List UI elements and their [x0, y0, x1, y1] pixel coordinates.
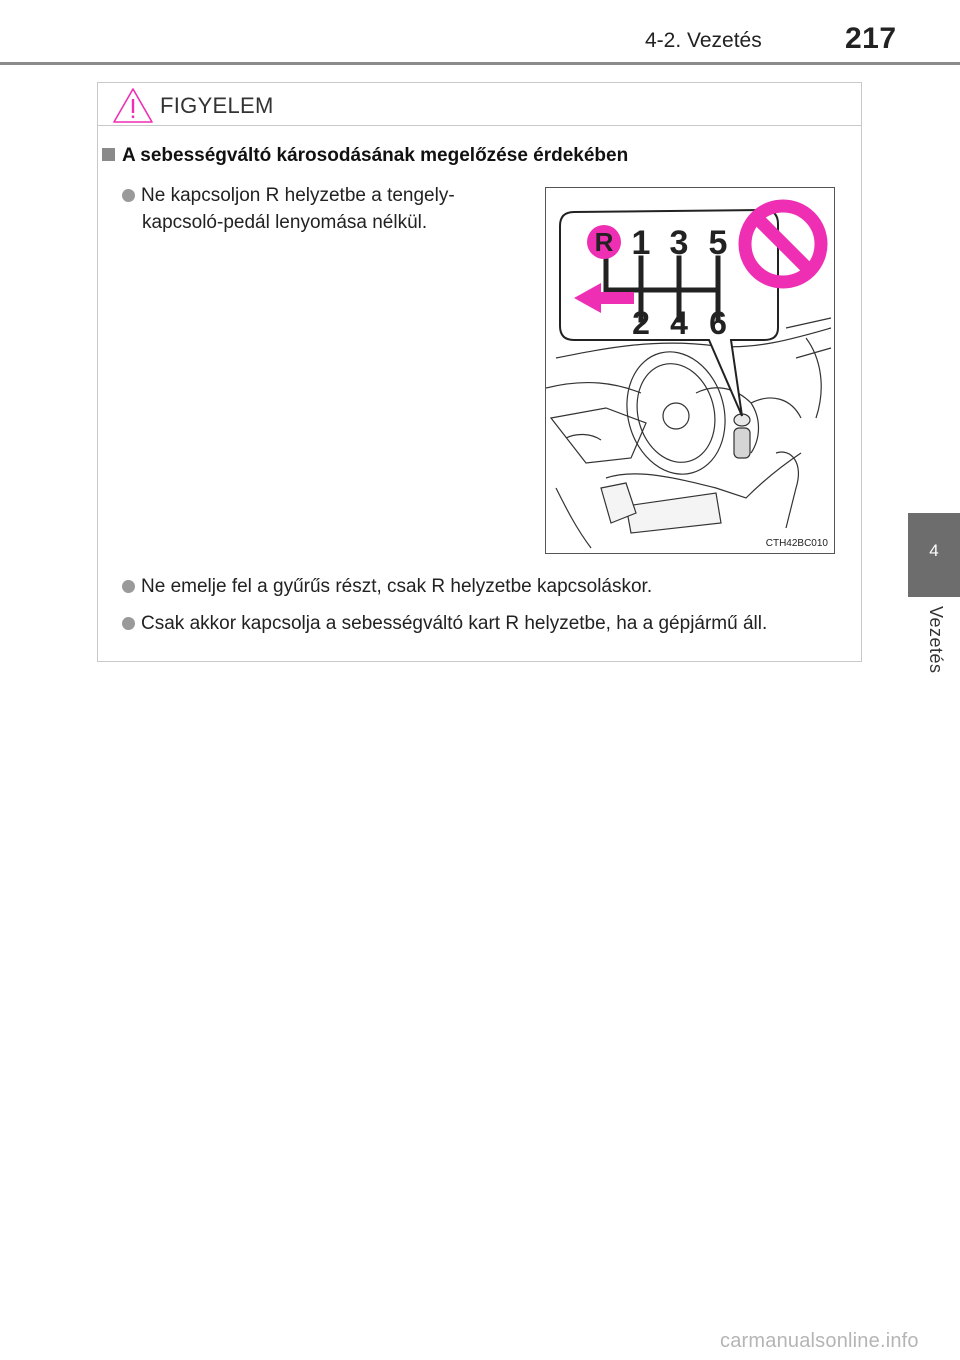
gear-label-2: 2 — [632, 305, 650, 341]
warning-title: FIGYELEM — [160, 93, 274, 118]
gear-label-5: 5 — [708, 224, 728, 262]
page-number: 217 — [845, 22, 897, 55]
bullet-1-line-2: kapcsoló-pedál lenyomása nélkül. — [142, 212, 428, 233]
bullet-dot-icon — [122, 580, 135, 593]
warning-subheading — [102, 145, 628, 167]
warning-bullet-1 — [122, 182, 522, 236]
bullet-dot-icon — [122, 617, 135, 630]
gear-label-3: 3 — [669, 224, 689, 262]
warning-subheading-text: A sebességváltó károsodásának megelőzése érdekében — [122, 145, 629, 166]
figure-code: CTH42BC010 — [765, 538, 828, 549]
chapter-tab-number: 4 — [929, 541, 939, 560]
chapter-tab[interactable] — [908, 513, 960, 597]
bullet-dot-icon — [122, 189, 135, 202]
car-interior-lineart — [546, 318, 831, 548]
gear-label-6: 6 — [709, 305, 727, 341]
warning-triangle-icon — [112, 87, 154, 125]
warning-box — [97, 82, 862, 662]
bullet-2-text: Ne emelje fel a gyűrűs részt, csak R helyzetbe kapcsoláskor. — [141, 576, 653, 597]
bullet-1-line-1: Ne kapcsoljon R helyzetbe a tengely- — [141, 185, 455, 206]
gear-label-4: 4 — [670, 305, 688, 341]
gear-label-1: 1 — [631, 224, 651, 262]
square-bullet-icon — [102, 148, 115, 161]
section-title: 4-2. Vezetés — [645, 29, 762, 52]
header-rule — [0, 62, 960, 65]
bullet-3-text: Csak akkor kapcsolja a sebességváltó kart R helyzetbe, ha a gépjármű áll. — [141, 613, 768, 634]
warning-header — [98, 83, 861, 126]
footer-watermark: carmanualsonline.info — [720, 1330, 919, 1352]
warning-bullet-2 — [122, 573, 652, 600]
gear-shift-illustration — [545, 187, 835, 554]
chapter-tab-label: Vezetés — [926, 606, 946, 674]
gear-label-r: R — [594, 227, 614, 257]
gear-shift-drawing — [546, 188, 835, 554]
warning-bullet-3 — [122, 610, 767, 637]
